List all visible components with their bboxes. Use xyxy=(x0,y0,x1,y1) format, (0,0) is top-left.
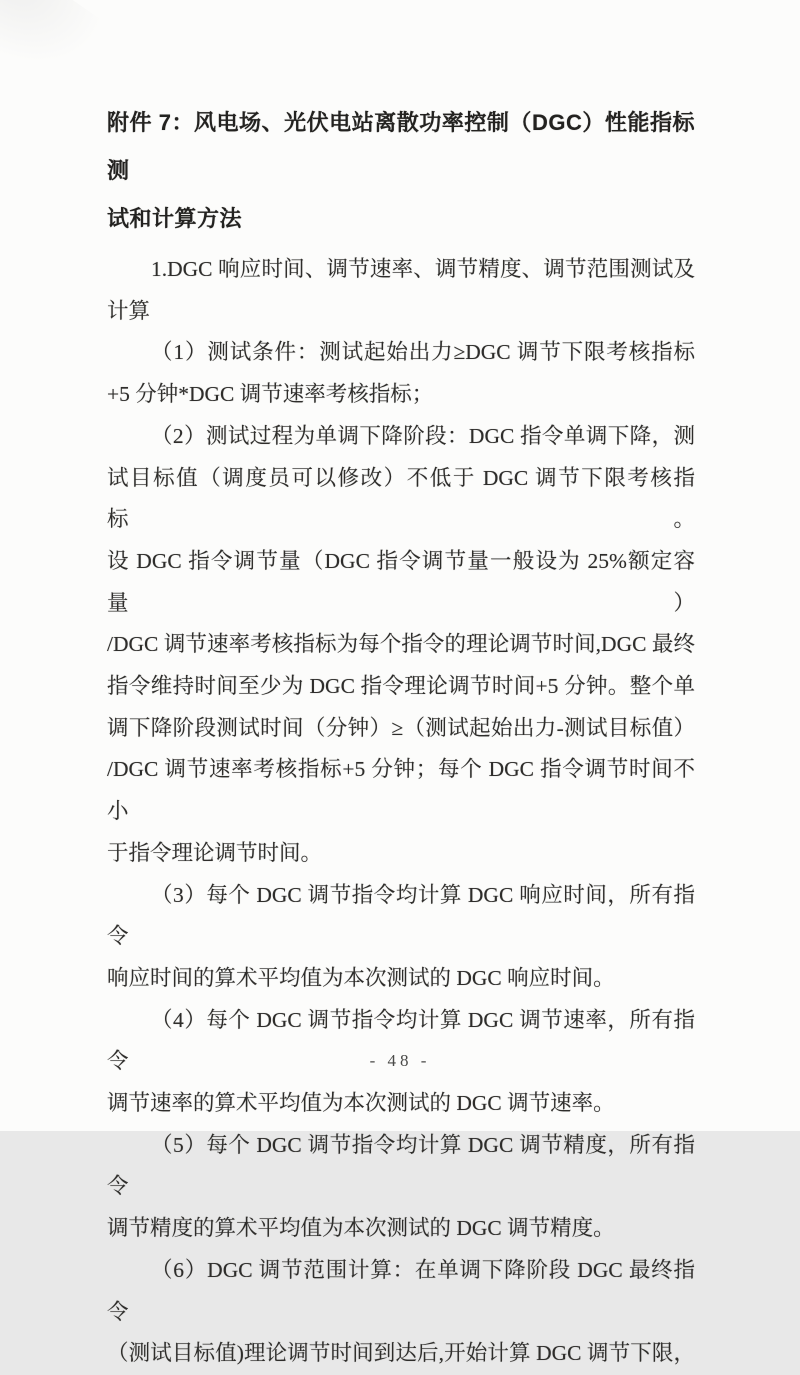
title-line: 试和计算方法 xyxy=(107,206,243,231)
text-line: 1.DGC 响应时间、调节速率、调节精度、调节范围测试及 xyxy=(151,257,695,281)
text-line: （2）测试过程为单调下降阶段：DGC 指令单调下降，测 xyxy=(151,423,695,448)
text-line: （6）DGC 调节范围计算：在单调下降阶段 DGC 最终指令 xyxy=(107,1257,695,1324)
text-line: 调下降阶段测试时间（分钟）≥（测试起始出力-测试目标值） xyxy=(107,715,695,740)
paragraph-item-6 xyxy=(107,1250,695,1375)
paragraph-item-1 xyxy=(107,332,695,415)
paragraph-item-3 xyxy=(107,875,695,1000)
text-line: （4）每个 DGC 调节指令均计算 DGC 调节速率，所有指令 xyxy=(107,1007,695,1074)
text-line: 调节精度的算术平均值为本次测试的 DGC 调节精度。 xyxy=(107,1216,615,1241)
text-line: （5）每个 DGC 调节指令均计算 DGC 调节精度，所有指令 xyxy=(107,1132,695,1199)
text-line: （3）每个 DGC 调节指令均计算 DGC 响应时间，所有指令 xyxy=(107,882,695,949)
text-line: +5 分钟*DGC 调节速率考核指标； xyxy=(107,382,434,407)
page-number: - 48 - xyxy=(369,1051,431,1070)
paragraph-item-5 xyxy=(107,1125,695,1250)
document-title xyxy=(107,99,695,243)
title-line: 附件 7：风电场、光伏电站离散功率控制（DGC）性能指标测 xyxy=(107,110,695,183)
text-line: （测试目标值)理论调节时间到达后,开始计算 DGC 调节下限， xyxy=(107,1341,695,1366)
text-line: （1）测试条件：测试起始出力≥DGC 调节下限考核指标 xyxy=(151,340,695,365)
text-line: /DGC 调节速率考核指标为每个指令的理论调节时间,DGC 最终 xyxy=(107,632,695,657)
text-line: 于指令理论调节时间。 xyxy=(107,840,323,865)
document-content xyxy=(107,99,695,1375)
paragraph-intro xyxy=(107,249,695,332)
text-line: 响应时间的算术平均值为本次测试的 DGC 响应时间。 xyxy=(107,965,615,990)
paragraph-item-2 xyxy=(107,416,695,875)
text-line: 指令维持时间至少为 DGC 指令理论调节时间+5 分钟。整个单 xyxy=(107,674,695,699)
text-line: /DGC 调节速率考核指标+5 分钟；每个 DGC 指令调节时间不小 xyxy=(107,757,695,824)
scan-artifact xyxy=(0,0,105,96)
text-line: 调节速率的算术平均值为本次测试的 DGC 调节速率。 xyxy=(107,1091,615,1116)
text-line: 设 DGC 指令调节量（DGC 指令调节量一般设为 25%额定容量） xyxy=(107,548,695,615)
text-line: 计算 xyxy=(107,298,151,323)
text-line: 试目标值（调度员可以修改）不低于 DGC 调节下限考核指标。 xyxy=(107,465,695,532)
